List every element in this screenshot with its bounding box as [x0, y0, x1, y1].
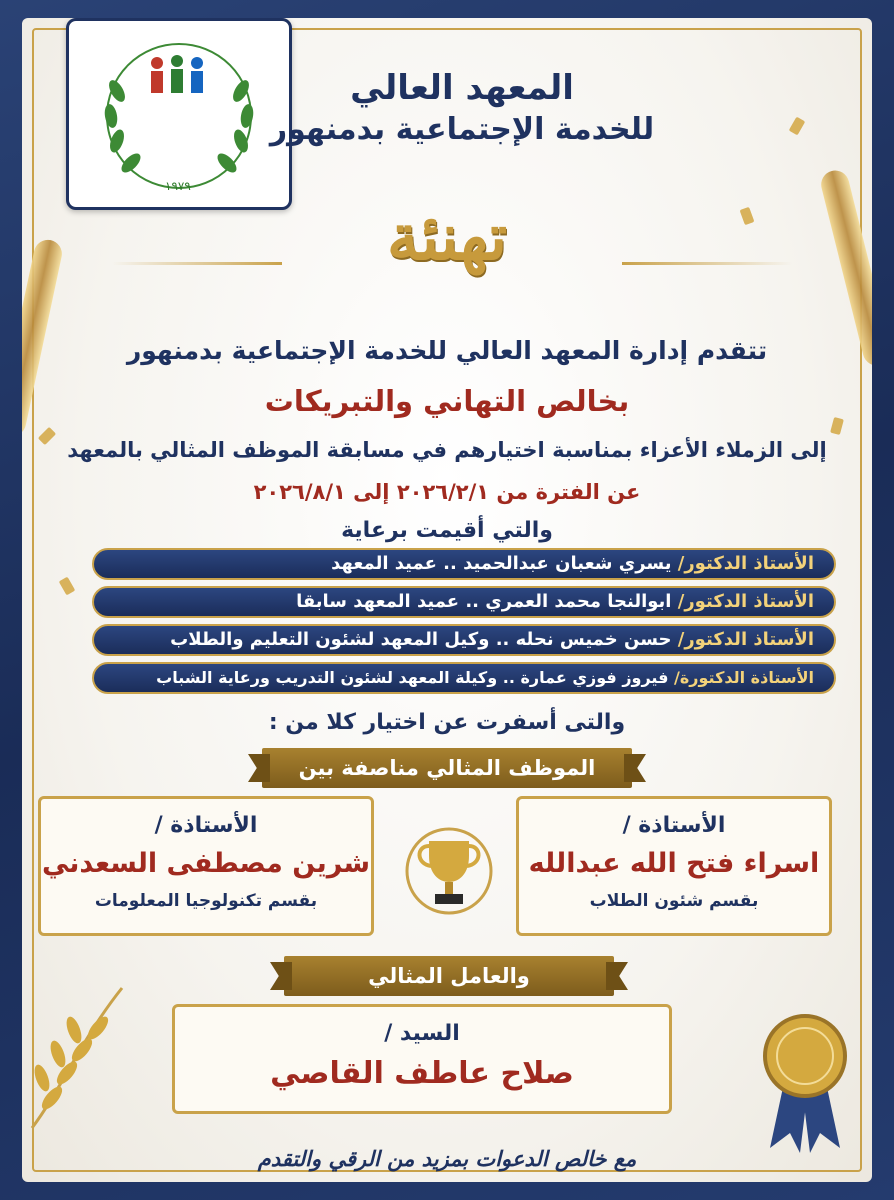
intro-line1: تتقدم إدارة المعهد العالي للخدمة الإجتماعية بدمنهور [126, 336, 768, 365]
patron-text: فيروز فوزي عمارة .. وكيلة المعهد لشئون التدريب ورعاية الشباب [156, 668, 674, 687]
intro-line2: بخالص التهاني والتبريكات [264, 384, 630, 418]
wheat-icon [22, 978, 152, 1138]
intro-line3: إلى الزملاء الأعزاء بمناسبة اختيارهم في مسابقة الموظف المثالي بالمعهد [67, 438, 827, 462]
confetti [789, 117, 806, 136]
trophy-icon [404, 816, 494, 926]
employee-dept: بقسم تكنولوجيا المعلومات [94, 891, 318, 911]
patron-title: الأستاذ الدكتور/ [677, 629, 814, 650]
medal-icon [750, 1008, 860, 1158]
employee-title: الأستاذة / [622, 813, 726, 838]
employee-dept: بقسم شئون الطلاب [589, 891, 759, 911]
patron-text: يسري شعبان عبدالحميد .. عميد المعهد [331, 553, 678, 574]
institute-name-line1: المعهد العالي [350, 68, 574, 108]
confetti [38, 427, 56, 445]
patron-text: حسن خميس نحله .. وكيل المعهد لشئون التعليم والطلاب [170, 629, 678, 650]
employee-banner: الموظف المثالي مناصفة بين [262, 748, 632, 788]
patron-row [92, 548, 836, 580]
patron-title: الأستاذ الدكتور/ [677, 553, 814, 574]
patron-text: ابوالنجا محمد العمري .. عميد المعهد سابقا [296, 591, 678, 612]
institute-name-line2: للخدمة الإجتماعية بدمنهور [269, 112, 655, 148]
confetti [830, 417, 844, 435]
employee-title: الأستاذة / [154, 813, 258, 838]
employee-card-right [516, 796, 832, 936]
patronage-line: والتي أقيمت برعاية [341, 518, 553, 543]
institute-name [252, 66, 672, 149]
logo-year: ١٩٧٩ [165, 179, 191, 193]
confetti [59, 577, 76, 596]
patron-title: الأستاذة الدكتورة/ [674, 668, 814, 687]
certificate-paper [22, 18, 872, 1182]
employee-name: شرين مصطفى السعدني [41, 848, 371, 879]
worker-title: السيد / [384, 1021, 460, 1046]
worker-name: صلاح عاطف القاصي [270, 1056, 574, 1091]
employee-name: اسراء فتح الله عبدالله [528, 848, 820, 879]
closing-wish: مع خالص الدعوات بمزيد من الرقي والتقدم [257, 1146, 637, 1171]
congratulations-headline: تهنئة [386, 200, 508, 275]
patron-row [92, 624, 836, 656]
patron-row [92, 586, 836, 618]
patron-title: الأستاذ الدكتور/ [677, 591, 814, 612]
employee-card-left [38, 796, 374, 936]
period-line: عن الفترة من ٢٠٢٦/٢/١ إلى ٢٠٢٦/٨/١ [253, 480, 641, 504]
worker-card [172, 1004, 672, 1114]
announcement-line: والتى أسفرت عن اختيار كلا من : [268, 710, 626, 735]
worker-banner: والعامل المثالي [284, 956, 614, 996]
patron-row [92, 662, 836, 694]
